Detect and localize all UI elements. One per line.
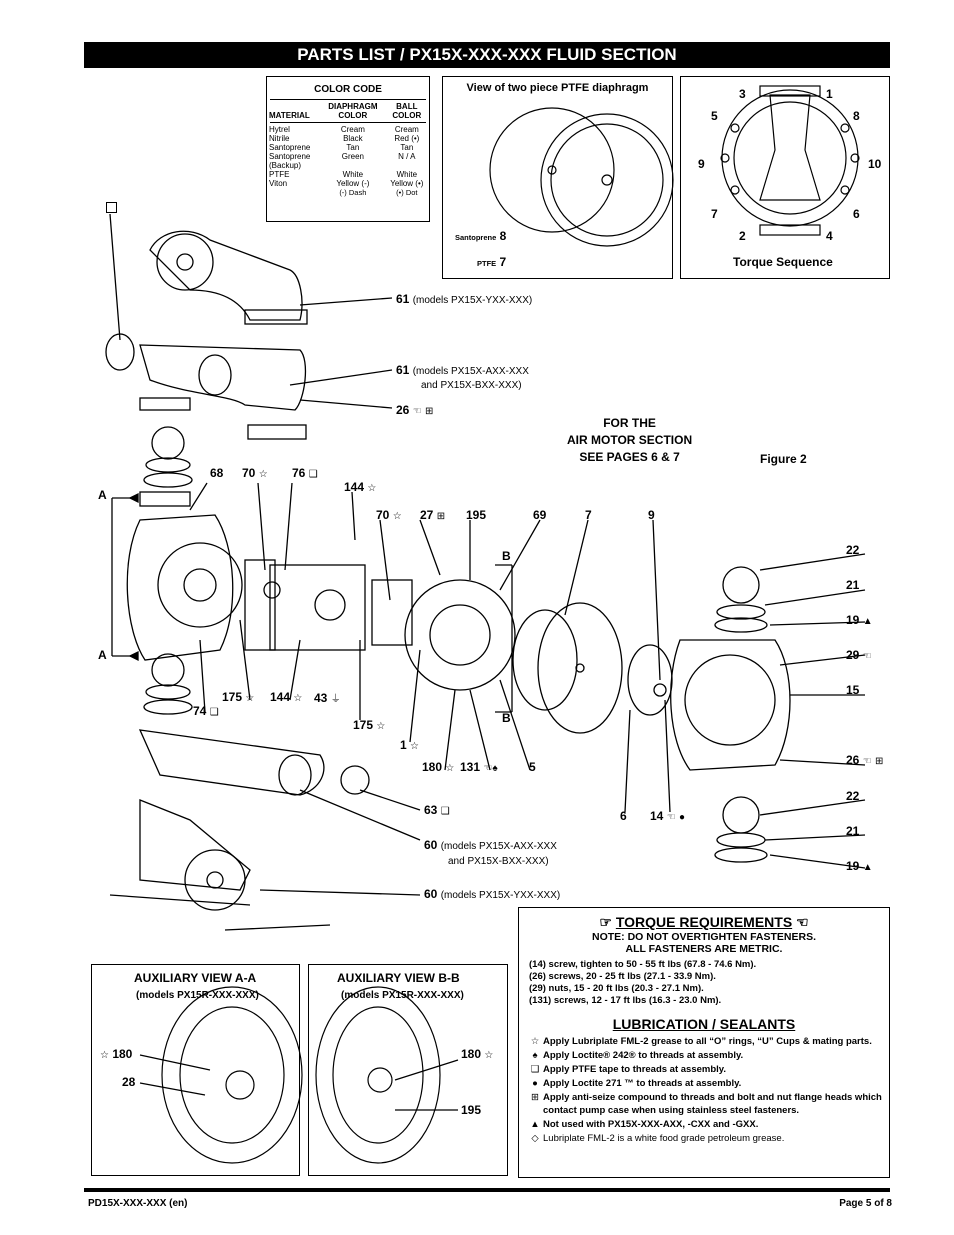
anti-seize-icon: ⊞ — [436, 511, 446, 522]
aux-a-callout-180: 180 — [112, 1047, 133, 1061]
callout-69: 69 — [533, 508, 547, 522]
aux-b-subtitle: (models PX15R-XXX-XXX) — [341, 990, 464, 1001]
triangle-icon: ▲ — [862, 862, 873, 873]
torque-sequence-view — [680, 76, 890, 279]
page-title: PARTS LIST / PX15X-XXX-XXX FLUID SECTION — [84, 42, 890, 68]
list-item: (29) nuts, 15 - 20 ft lbs (20.3 - 27.1 Nm). — [529, 983, 704, 994]
callout-15: 15 — [846, 683, 860, 697]
lubricant-star-icon: ☆ — [445, 763, 455, 774]
section-b-bottom: B — [502, 711, 511, 725]
callout-76: 76 — [292, 466, 306, 480]
right-pump-case — [671, 640, 790, 770]
callout-195: 195 — [466, 508, 487, 522]
color-code-title: COLOR CODE — [314, 84, 382, 95]
callout-9: 9 — [648, 508, 655, 522]
col-diaphragm: DIAPHRAGM COLOR — [328, 102, 378, 120]
list-item: ♠ Apply Loctite® 242® to threads at assembly. — [527, 1049, 883, 1062]
hand-icon: ☜ — [483, 763, 493, 774]
seq-5: 5 — [711, 109, 718, 123]
callout-175b: 175 — [353, 718, 374, 732]
ptfe-label: PTFE — [477, 259, 497, 268]
ptfe-tape-icon: ❑ — [530, 1064, 540, 1075]
callout-180: 180 — [422, 760, 443, 774]
list-item: (26) screws, 20 - 25 ft lbs (27.1 - 33.9 Nm). — [529, 971, 716, 982]
callout-19a: 19 — [846, 613, 860, 627]
section-b-top: B — [502, 549, 511, 563]
manifold-bottom-y — [140, 800, 250, 890]
table-row: Santoprene Green N / A — [269, 152, 416, 161]
left-pump-case — [127, 515, 232, 660]
footer-doc-id: PD15X-XXX-XXX (en) — [88, 1198, 188, 1209]
table-row: Hytrel Cream Cream — [269, 125, 419, 134]
callout-60a: 60 — [424, 838, 438, 852]
footer-page-number: Page 5 of 8 — [839, 1198, 892, 1209]
table-row: Santoprene Tan Tan — [269, 143, 414, 152]
callout-60b: 60 — [424, 887, 438, 901]
diaphragm-plate — [405, 580, 515, 690]
requirements-panel — [518, 907, 890, 1178]
aux-view-aa — [91, 964, 300, 1176]
list-item: ☆ Apply Lubriplate FML-2 grease to all “O” rings, “U” Cups & mating parts. — [530, 1036, 872, 1047]
callout-8: 8 — [499, 229, 507, 243]
ground-icon: ⏚ — [330, 694, 341, 705]
callout-61b: 61 — [396, 363, 410, 377]
hand-icon: ☜ — [666, 812, 676, 823]
torque-note-2: ALL FASTENERS ARE METRIC. — [625, 943, 783, 955]
table-row: PTFE White White — [269, 170, 418, 179]
lubricant-star-icon: ☆ — [530, 1036, 540, 1047]
callout-61b-note1: (models PX15X-AXX-XXX — [412, 366, 529, 377]
callout-61a: 61 — [396, 292, 410, 306]
section-a-bottom: A — [98, 648, 107, 662]
list-item: ⊞ Apply anti-seize compound to threads and bolt and nut flange heads which contact pump case when using stainless steel fasteners. — [527, 1091, 883, 1117]
table-row: (Backup) — [269, 161, 302, 170]
seq-4: 4 — [826, 229, 833, 243]
lubricant-star-icon: ☆ — [484, 1050, 494, 1061]
list-item: ▲ Not used with PX15X-XXX-AXX, -CXX and -GXX. — [530, 1119, 759, 1130]
ptfe-diaphragm-view — [442, 76, 673, 279]
callout-19b: 19 — [846, 859, 860, 873]
col-material: MATERIAL — [269, 111, 310, 120]
callout-61b-note2: and PX15X-BXX-XXX) — [421, 380, 522, 391]
callout-14: 14 — [650, 809, 664, 823]
manifold-top-y — [150, 231, 302, 320]
hand-icon: ☞ — [599, 914, 612, 930]
anti-seize-icon: ⊞ — [425, 406, 434, 417]
callout-74: 74 — [193, 704, 207, 718]
list-item: ❑ Apply PTFE tape to threads at assembly. — [530, 1064, 727, 1075]
ptfe-tape-icon: ❑ — [308, 469, 318, 480]
callout-144b: 144 — [270, 690, 291, 704]
callout-6: 6 — [620, 809, 627, 823]
foot-dot: (•) Dot — [396, 188, 418, 197]
callout-63: 63 — [424, 803, 438, 817]
callout-5: 5 — [529, 760, 536, 774]
ptfe-tape-icon: ❑ — [440, 806, 450, 817]
aux-a-subtitle: (models PX15R-XXX-XXX) — [136, 990, 259, 1001]
section-a-top: A — [98, 488, 107, 502]
anti-seize-icon: ⊞ — [875, 756, 884, 767]
aux-b-callout-180: 180 — [461, 1047, 482, 1061]
list-item: ◇ Lubriplate FML-2 is a white food grade petroleum grease. — [527, 1132, 883, 1145]
seq-1: 1 — [826, 87, 833, 101]
callout-26a: 26 — [396, 403, 410, 417]
aux-b-callout-195: 195 — [461, 1103, 482, 1117]
aux-view-bb — [308, 964, 508, 1176]
aux-b-title: AUXILIARY VIEW B-B — [337, 971, 460, 985]
seq-9: 9 — [698, 157, 705, 171]
callout-60a-note2: and PX15X-BXX-XXX) — [448, 856, 549, 867]
hand-icon: ☜ — [862, 651, 872, 662]
lubricant-star-icon: ☆ — [367, 483, 377, 494]
callout-7: 7 — [585, 508, 592, 522]
callout-144a: 144 — [344, 480, 365, 494]
spade-icon: ♠ — [492, 763, 498, 774]
torque-requirements-title: TORQUE REQUIREMENTS — [615, 914, 793, 930]
table-row: Viton Yellow (-) Yellow (•) — [269, 179, 424, 188]
foot-dash: (-) Dash — [339, 188, 367, 197]
callout-7-ptfe: 7 — [499, 255, 507, 269]
triangle-icon: ▲ — [862, 616, 873, 627]
callout-43: 43 — [314, 691, 328, 705]
callout-70a: 70 — [242, 466, 256, 480]
callout-22b: 22 — [846, 789, 860, 803]
lubricant-star-icon: ☆ — [392, 511, 402, 522]
color-code-table — [266, 76, 430, 222]
list-item: ● Apply Loctite 271 ™ to threads at assembly. — [527, 1077, 883, 1090]
callout-60a-note1: (models PX15X-AXX-XXX — [440, 841, 557, 852]
santoprene-label: Santoprene — [455, 233, 497, 242]
callout-27: 27 — [420, 508, 434, 522]
seq-7: 7 — [711, 207, 718, 221]
callout-131: 131 — [460, 760, 481, 774]
callout-21b: 21 — [846, 824, 860, 838]
table-row: Nitrile Black Red (•) — [269, 134, 420, 143]
seq-6: 6 — [853, 207, 860, 221]
callout-22a: 22 — [846, 543, 860, 557]
ptfe-view-title: View of two piece PTFE diaphragm — [466, 82, 649, 94]
manifold-bottom-ab — [140, 730, 324, 795]
seq-10: 10 — [868, 157, 882, 171]
callout-175a: 175 — [222, 690, 243, 704]
aux-a-title: AUXILIARY VIEW A-A — [134, 971, 257, 985]
diamond-icon: ◇ — [531, 1133, 539, 1144]
seq-2: 2 — [739, 229, 746, 243]
callout-68: 68 — [210, 466, 224, 480]
list-item: (131) screws, 12 - 17 ft lbs (16.3 - 23.0 Nm). — [529, 995, 722, 1006]
diaphragm-7 — [538, 603, 622, 733]
lubricant-star-icon: ☆ — [376, 721, 386, 732]
triangle-icon: ▲ — [530, 1119, 540, 1130]
callout-26b: 26 — [846, 753, 860, 767]
lubricant-star-icon: ☆ — [258, 469, 268, 480]
callout-70b: 70 — [376, 508, 390, 522]
dot-icon: ● — [679, 812, 686, 823]
callout-60b-note: (models PX15X-YXX-XXX) — [440, 890, 561, 901]
manifold-top-ab — [140, 345, 305, 410]
lubrication-title: LUBRICATION / SEALANTS — [612, 1016, 796, 1032]
aux-a-callout-28: 28 — [122, 1075, 136, 1089]
ptfe-tape-icon: ❑ — [209, 707, 219, 718]
seq-3: 3 — [739, 87, 746, 101]
callout-29: 29 — [846, 648, 860, 662]
lubricant-star-icon: ☆ — [410, 741, 419, 752]
ptfe-tape-icon — [106, 202, 117, 213]
hand-icon: ☜ — [796, 914, 809, 930]
list-item: (14) screw, tighten to 50 - 55 ft lbs (67.8 - 74.6 Nm). — [529, 959, 757, 970]
col-ball: BALL COLOR — [392, 102, 422, 120]
lubricant-star-icon: ☆ — [245, 693, 255, 704]
torque-note-1: NOTE: DO NOT OVERTIGHTEN FASTENERS. — [591, 931, 816, 943]
callout-61a-note: (models PX15X-YXX-XXX) — [412, 295, 533, 306]
lubricant-star-icon: ☆ — [100, 1050, 109, 1061]
anti-seize-icon: ⊞ — [531, 1092, 539, 1103]
torque-sequence-title: Torque Sequence — [733, 255, 833, 269]
spade-icon: ♠ — [532, 1050, 538, 1061]
callout-1: 1 — [400, 738, 407, 752]
dot-icon: ● — [532, 1078, 538, 1089]
hand-icon: ☜ — [412, 406, 422, 417]
figure-label: Figure 2 — [760, 452, 807, 466]
air-motor-note: FOR THE AIR MOTOR SECTION SEE PAGES 6 & 7 — [567, 416, 693, 464]
hand-icon: ☜ — [862, 756, 872, 767]
lubricant-star-icon: ☆ — [293, 693, 303, 704]
air-motor-block — [270, 565, 365, 650]
seq-8: 8 — [853, 109, 860, 123]
callout-21a: 21 — [846, 578, 860, 592]
